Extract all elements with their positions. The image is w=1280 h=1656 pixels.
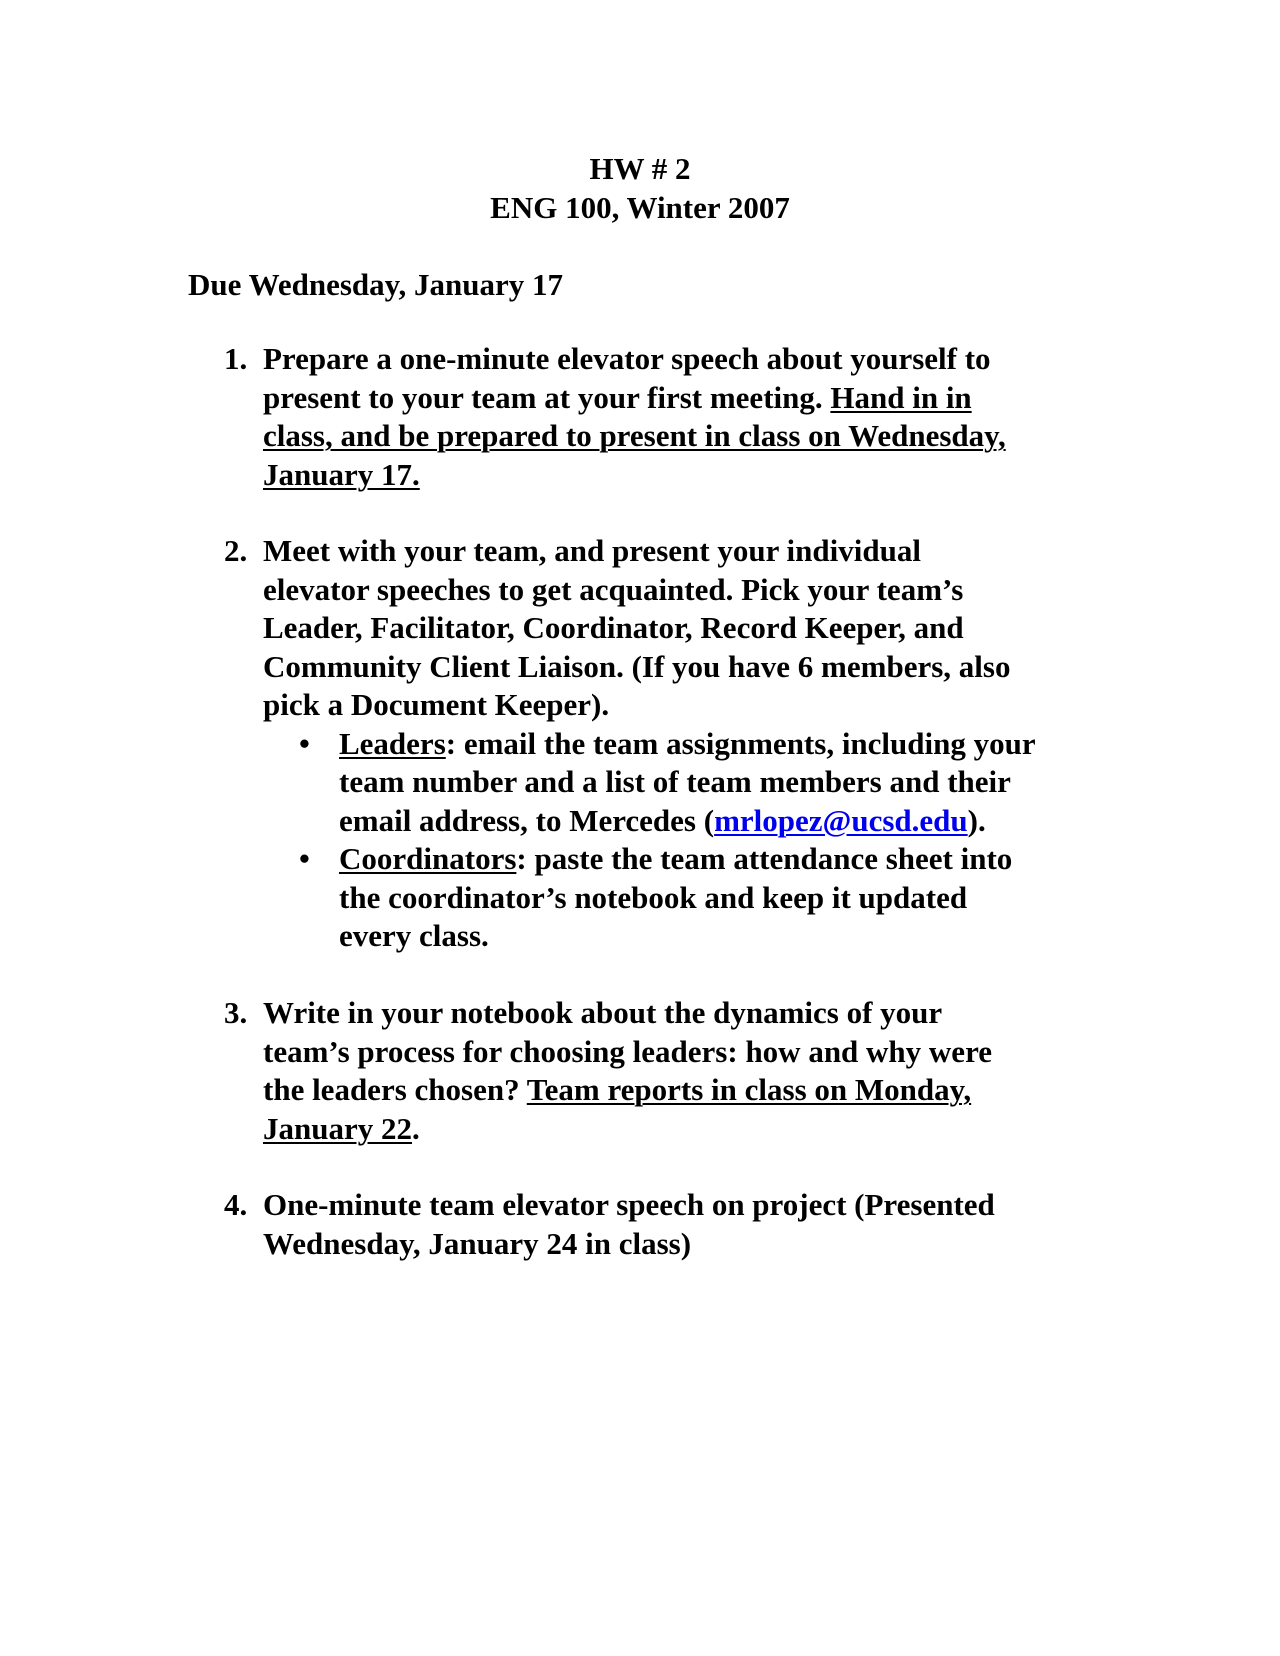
email-link[interactable]: mrlopez@ucsd.edu [714, 802, 968, 838]
bullet-text: email address, to Mercedes ( [339, 802, 715, 838]
underlined-instruction: January 17. [263, 456, 420, 492]
bullet-text: : email the team assignments, including your [445, 725, 1036, 761]
list-item-3 [224, 994, 1104, 1148]
bullet-item-leaders [299, 725, 1144, 841]
item-text-line: Meet with your team, and present your individual [263, 533, 921, 568]
item-text: present to your team at your first meeting. [263, 379, 831, 415]
bullet-text-line: every class. [339, 918, 489, 953]
item-body [263, 340, 1104, 494]
due-date: Due Wednesday, January 17 [188, 267, 563, 302]
bullet-item-coordinators [299, 840, 1144, 956]
bullet-icon: • [299, 725, 310, 761]
item-number: 3. [224, 995, 248, 1030]
underlined-instruction: January 22 [263, 1110, 412, 1146]
bullet-text-line: team number and a list of team members and their [339, 764, 1011, 799]
bullet-text: : paste the team attendance sheet into [516, 841, 1013, 876]
item-text-line: Wednesday, January 24 in class) [263, 1225, 692, 1261]
bullet-icon: • [299, 841, 310, 876]
item-text-line: pick a Document Keeper). [263, 687, 610, 722]
bullet-text-line: the coordinator’s notebook and keep it updated [339, 879, 968, 915]
item-text-line: Leader, Facilitator, Coordinator, Record Keeper, and [263, 610, 964, 645]
header [0, 150, 1280, 227]
list-item-4 [224, 1186, 1104, 1263]
list-item-1 [224, 340, 1104, 494]
underlined-instruction: Hand in in [830, 379, 972, 415]
item-number: 4. [224, 1187, 248, 1222]
underlined-instruction: Team reports in class on Monday, [526, 1072, 972, 1107]
bullet-text: ). [967, 802, 986, 838]
item-body [263, 532, 1144, 956]
item-text: . [412, 1110, 420, 1146]
item-text-line [263, 379, 1104, 418]
course-title: ENG 100, Winter 2007 [490, 189, 790, 225]
item-body [263, 994, 1104, 1148]
item-text: the leaders chosen? [263, 1072, 527, 1107]
item-text-line: elevator speeches to get acquainted. Pick your team’s [263, 571, 964, 607]
item-text-line: Write in your notebook about the dynamics of your [263, 995, 943, 1030]
page-title: HW # 2 [589, 151, 691, 186]
item-text-line: One-minute team elevator speech on project (Presented [263, 1187, 995, 1222]
underlined-instruction: class, and be prepared to present in class on Wednesday, [263, 418, 1006, 453]
item-number: 2. [224, 533, 248, 568]
item-text-line: team’s process for choosing leaders: how and why were [263, 1033, 993, 1069]
bullet-list [263, 725, 1144, 956]
item-body [263, 1186, 1104, 1263]
list-item-2 [224, 532, 1144, 956]
role-label: Leaders [339, 725, 446, 761]
item-text-line: Community Client Liaison. (If you have 6 members, also [263, 648, 1011, 684]
role-label: Coordinators [339, 841, 517, 876]
item-number: 1. [224, 341, 248, 376]
item-text-line: Prepare a one-minute elevator speech about yourself to [263, 341, 991, 376]
